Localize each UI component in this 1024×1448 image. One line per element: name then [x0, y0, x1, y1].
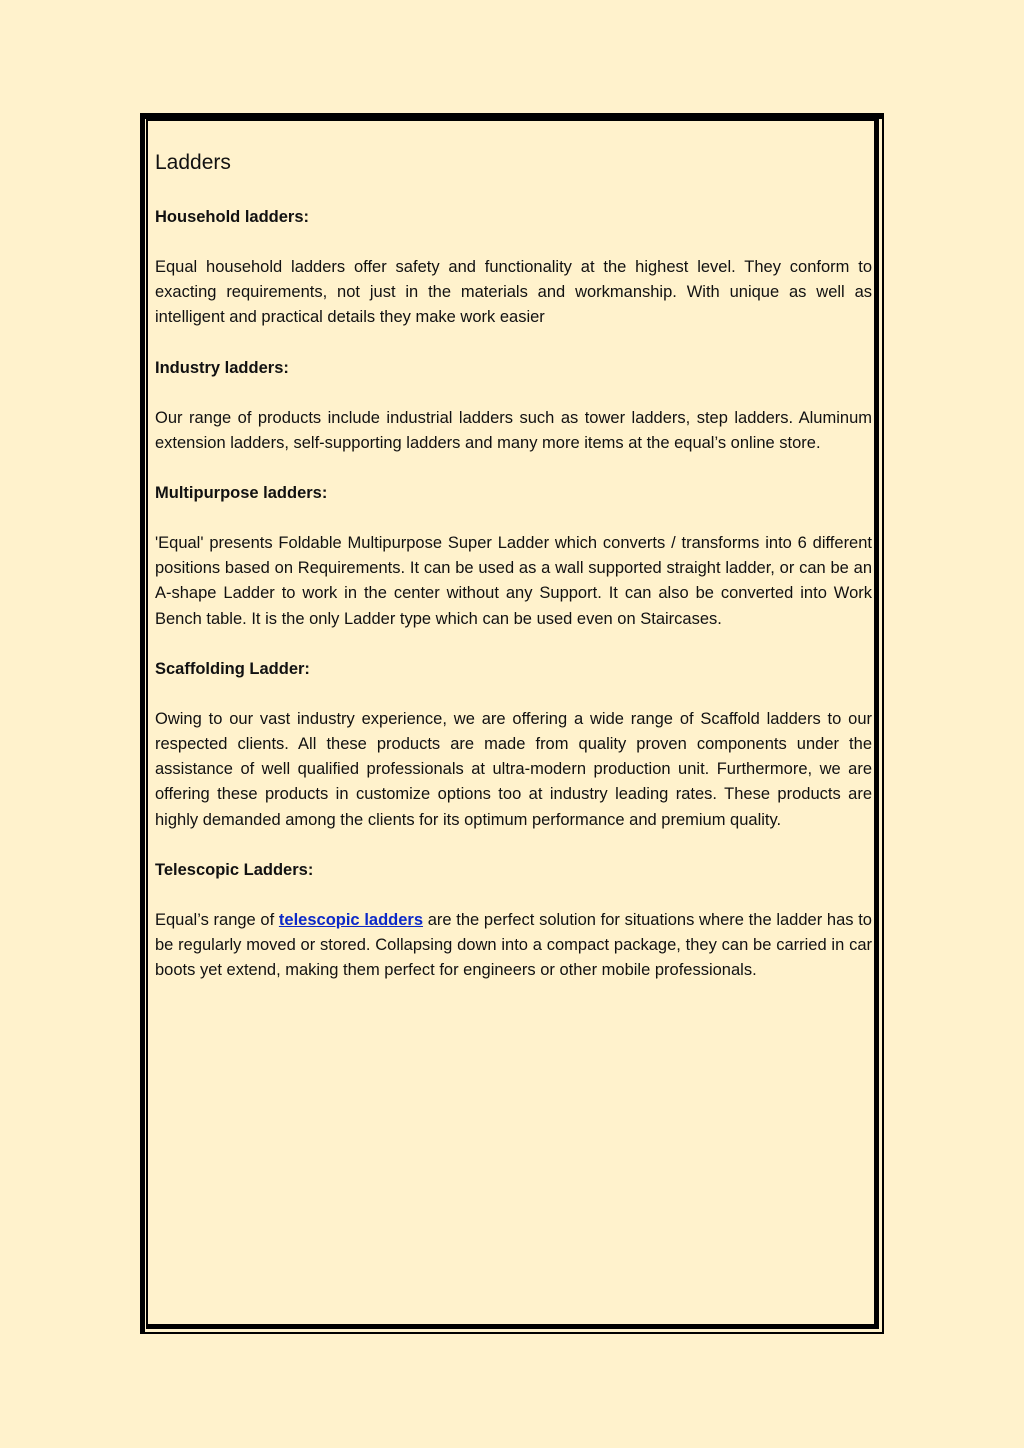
- section-heading-scaffolding: Scaffolding Ladder:: [155, 659, 310, 678]
- section-heading-multipurpose: Multipurpose ladders:: [155, 484, 328, 503]
- section-heading-household: Household ladders:: [155, 208, 310, 226]
- telescopic-text-after-link: are the perfect solution for situations where the ladder has to be regularly moved or stored. Collapsing down into a compact package, they can be carried in car boots yet extend, making them perfect for engineers or other mobile professionals.: [155, 910, 872, 980]
- section-body-household: Equal household ladders offer safety and functionality at the highest level. They conform to exacting requirements, not just in the materials and workmanship. With unique as well as intelligent and practical details they make work easier: [155, 258, 872, 327]
- telescopic-ladders-link[interactable]: telescopic ladders: [278, 910, 424, 929]
- section-heading-telescopic: Telescopic Ladders:: [155, 860, 314, 879]
- document-content: [155, 147, 872, 983]
- section-body-multipurpose: 'Equal' presents Foldable Multipurpose Super Ladder which converts / transforms into 6 different positions based on Requirements. It can be used as a wall supported straight ladder, or can be an A-shape Ladder to work in the center without any Support. It can also be converted into Work Bench table. It is the only Ladder type which can be used even on Staircases.: [155, 534, 872, 628]
- section-body-telescopic: [155, 908, 872, 984]
- telescopic-text-before-link: Equal’s range of: [155, 910, 279, 929]
- section-heading-industry: Industry ladders:: [155, 358, 289, 377]
- section-body-scaffolding: Owing to our vast industry experience, we are offering a wide range of Scaffold ladders to our respected clients. All these products are made from quality proven components under the assistance of well qualified professionals at ultra-modern production unit. Furthermore, we are offering these products in customize options too at industry leading rates. These products are highly demanded among the clients for its optimum performance and premium quality.: [155, 709, 872, 829]
- section-body-industry: Our range of products include industrial ladders such as tower ladders, step ladders. Aluminum extension ladders, self-supporting ladders and many more items at the equal’s online store.: [155, 408, 872, 452]
- page-title: Ladders: [155, 151, 231, 174]
